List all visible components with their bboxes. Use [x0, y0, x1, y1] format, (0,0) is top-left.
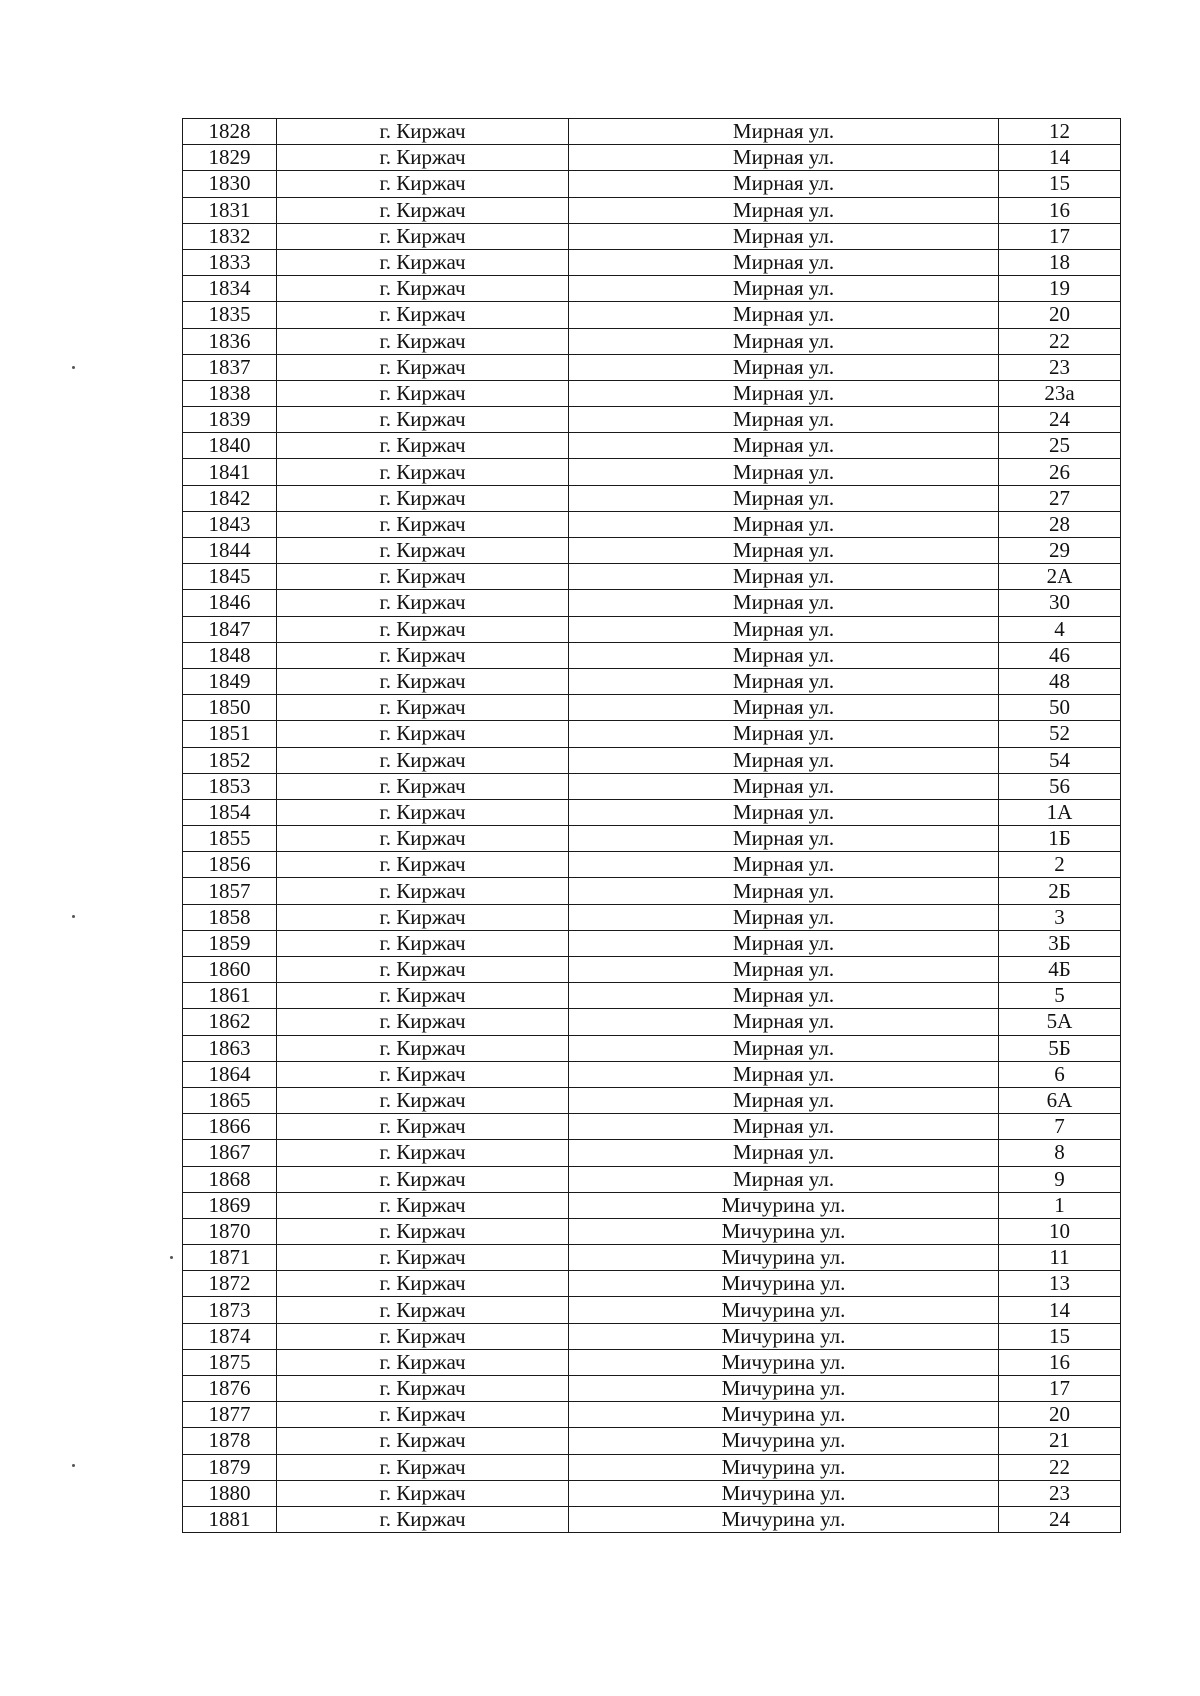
house-number-cell: 24	[999, 1506, 1121, 1532]
table-row	[183, 773, 1121, 799]
city-cell: г. Киржач	[277, 1009, 569, 1035]
house-number-cell: 46	[999, 642, 1121, 668]
house-number-cell: 56	[999, 773, 1121, 799]
street-cell: Мирная ул.	[569, 983, 999, 1009]
city-cell: г. Киржач	[277, 1114, 569, 1140]
row-number-cell: 1864	[183, 1061, 277, 1087]
table-row	[183, 1376, 1121, 1402]
row-number-cell: 1846	[183, 590, 277, 616]
house-number-cell: 11	[999, 1245, 1121, 1271]
street-cell: Мирная ул.	[569, 171, 999, 197]
street-cell: Мирная ул.	[569, 538, 999, 564]
table-row	[183, 223, 1121, 249]
house-number-cell: 22	[999, 1454, 1121, 1480]
street-cell: Мирная ул.	[569, 878, 999, 904]
row-number-cell: 1833	[183, 249, 277, 275]
city-cell: г. Киржач	[277, 538, 569, 564]
city-cell: г. Киржач	[277, 223, 569, 249]
street-cell: Мирная ул.	[569, 1166, 999, 1192]
row-number-cell: 1870	[183, 1218, 277, 1244]
row-number-cell: 1880	[183, 1480, 277, 1506]
table-row	[183, 1218, 1121, 1244]
city-cell: г. Киржач	[277, 1245, 569, 1271]
table-row	[183, 957, 1121, 983]
table-row	[183, 1192, 1121, 1218]
street-cell: Мичурина ул.	[569, 1271, 999, 1297]
table-row	[183, 1480, 1121, 1506]
table-row	[183, 930, 1121, 956]
row-number-cell: 1877	[183, 1402, 277, 1428]
scan-speck	[170, 1256, 173, 1259]
table-row	[183, 328, 1121, 354]
house-number-cell: 20	[999, 302, 1121, 328]
city-cell: г. Киржач	[277, 145, 569, 171]
row-number-cell: 1851	[183, 721, 277, 747]
street-cell: Мичурина ул.	[569, 1402, 999, 1428]
row-number-cell: 1862	[183, 1009, 277, 1035]
table-row	[183, 511, 1121, 537]
table-row	[183, 1035, 1121, 1061]
row-number-cell: 1855	[183, 826, 277, 852]
city-cell: г. Киржач	[277, 1454, 569, 1480]
house-number-cell: 4Б	[999, 957, 1121, 983]
city-cell: г. Киржач	[277, 302, 569, 328]
house-number-cell: 2	[999, 852, 1121, 878]
city-cell: г. Киржач	[277, 459, 569, 485]
street-cell: Мичурина ул.	[569, 1297, 999, 1323]
street-cell: Мирная ул.	[569, 197, 999, 223]
row-number-cell: 1878	[183, 1428, 277, 1454]
table-row	[183, 668, 1121, 694]
table-row	[183, 904, 1121, 930]
row-number-cell: 1844	[183, 538, 277, 564]
table-row	[183, 1061, 1121, 1087]
street-cell: Мирная ул.	[569, 930, 999, 956]
city-cell: г. Киржач	[277, 1061, 569, 1087]
row-number-cell: 1853	[183, 773, 277, 799]
house-number-cell: 14	[999, 1297, 1121, 1323]
row-number-cell: 1837	[183, 354, 277, 380]
table-row	[183, 1271, 1121, 1297]
table-row	[183, 1087, 1121, 1113]
house-number-cell: 21	[999, 1428, 1121, 1454]
table-row	[183, 616, 1121, 642]
row-number-cell: 1839	[183, 407, 277, 433]
row-number-cell: 1861	[183, 983, 277, 1009]
table-row	[183, 799, 1121, 825]
house-number-cell: 14	[999, 145, 1121, 171]
city-cell: г. Киржач	[277, 1376, 569, 1402]
house-number-cell: 23	[999, 1480, 1121, 1506]
street-cell: Мирная ул.	[569, 564, 999, 590]
city-cell: г. Киржач	[277, 616, 569, 642]
house-number-cell: 24	[999, 407, 1121, 433]
house-number-cell: 20	[999, 1402, 1121, 1428]
city-cell: г. Киржач	[277, 1402, 569, 1428]
row-number-cell: 1852	[183, 747, 277, 773]
table-row	[183, 433, 1121, 459]
city-cell: г. Киржач	[277, 433, 569, 459]
street-cell: Мирная ул.	[569, 826, 999, 852]
city-cell: г. Киржач	[277, 773, 569, 799]
row-number-cell: 1836	[183, 328, 277, 354]
street-cell: Мирная ул.	[569, 1087, 999, 1113]
table-row	[183, 1166, 1121, 1192]
house-number-cell: 22	[999, 328, 1121, 354]
row-number-cell: 1869	[183, 1192, 277, 1218]
street-cell: Мирная ул.	[569, 380, 999, 406]
house-number-cell: 12	[999, 119, 1121, 145]
city-cell: г. Киржач	[277, 1035, 569, 1061]
row-number-cell: 1831	[183, 197, 277, 223]
table-row	[183, 459, 1121, 485]
table-row	[183, 1297, 1121, 1323]
street-cell: Мирная ул.	[569, 773, 999, 799]
row-number-cell: 1842	[183, 485, 277, 511]
table-row	[183, 1245, 1121, 1271]
city-cell: г. Киржач	[277, 249, 569, 275]
row-number-cell: 1840	[183, 433, 277, 459]
row-number-cell: 1843	[183, 511, 277, 537]
row-number-cell: 1857	[183, 878, 277, 904]
house-number-cell: 52	[999, 721, 1121, 747]
street-cell: Мирная ул.	[569, 354, 999, 380]
street-cell: Мирная ул.	[569, 276, 999, 302]
row-number-cell: 1871	[183, 1245, 277, 1271]
row-number-cell: 1835	[183, 302, 277, 328]
street-cell: Мирная ул.	[569, 1009, 999, 1035]
street-cell: Мирная ул.	[569, 328, 999, 354]
row-number-cell: 1859	[183, 930, 277, 956]
house-number-cell: 18	[999, 249, 1121, 275]
street-cell: Мирная ул.	[569, 668, 999, 694]
house-number-cell: 23	[999, 354, 1121, 380]
row-number-cell: 1841	[183, 459, 277, 485]
house-number-cell: 29	[999, 538, 1121, 564]
house-number-cell: 1	[999, 1192, 1121, 1218]
street-cell: Мирная ул.	[569, 616, 999, 642]
table-row	[183, 826, 1121, 852]
house-number-cell: 6	[999, 1061, 1121, 1087]
row-number-cell: 1828	[183, 119, 277, 145]
city-cell: г. Киржач	[277, 197, 569, 223]
street-cell: Мирная ул.	[569, 145, 999, 171]
table-row	[183, 380, 1121, 406]
city-cell: г. Киржач	[277, 511, 569, 537]
table-row	[183, 119, 1121, 145]
table-row	[183, 1506, 1121, 1532]
street-cell: Мирная ул.	[569, 223, 999, 249]
house-number-cell: 16	[999, 1349, 1121, 1375]
row-number-cell: 1830	[183, 171, 277, 197]
house-number-cell: 25	[999, 433, 1121, 459]
table-row	[183, 1323, 1121, 1349]
city-cell: г. Киржач	[277, 1349, 569, 1375]
street-cell: Мирная ул.	[569, 119, 999, 145]
street-cell: Мирная ул.	[569, 433, 999, 459]
table-row	[183, 642, 1121, 668]
scan-speck	[72, 366, 75, 369]
house-number-cell: 28	[999, 511, 1121, 537]
city-cell: г. Киржач	[277, 119, 569, 145]
street-cell: Мирная ул.	[569, 642, 999, 668]
row-number-cell: 1881	[183, 1506, 277, 1532]
table-row	[183, 197, 1121, 223]
house-number-cell: 2А	[999, 564, 1121, 590]
table-row	[183, 564, 1121, 590]
house-number-cell: 17	[999, 223, 1121, 249]
table-row	[183, 1140, 1121, 1166]
street-cell: Мичурина ул.	[569, 1376, 999, 1402]
city-cell: г. Киржач	[277, 276, 569, 302]
city-cell: г. Киржач	[277, 904, 569, 930]
table-row	[183, 695, 1121, 721]
address-table	[182, 118, 1121, 1533]
city-cell: г. Киржач	[277, 721, 569, 747]
table-row	[183, 276, 1121, 302]
city-cell: г. Киржач	[277, 1506, 569, 1532]
address-table-body	[183, 119, 1121, 1533]
row-number-cell: 1872	[183, 1271, 277, 1297]
street-cell: Мирная ул.	[569, 1061, 999, 1087]
house-number-cell: 50	[999, 695, 1121, 721]
house-number-cell: 4	[999, 616, 1121, 642]
city-cell: г. Киржач	[277, 485, 569, 511]
house-number-cell: 1Б	[999, 826, 1121, 852]
house-number-cell: 19	[999, 276, 1121, 302]
row-number-cell: 1854	[183, 799, 277, 825]
row-number-cell: 1863	[183, 1035, 277, 1061]
street-cell: Мирная ул.	[569, 904, 999, 930]
table-row	[183, 1009, 1121, 1035]
row-number-cell: 1845	[183, 564, 277, 590]
street-cell: Мирная ул.	[569, 459, 999, 485]
city-cell: г. Киржач	[277, 957, 569, 983]
street-cell: Мирная ул.	[569, 747, 999, 773]
house-number-cell: 2Б	[999, 878, 1121, 904]
street-cell: Мирная ул.	[569, 249, 999, 275]
row-number-cell: 1868	[183, 1166, 277, 1192]
table-row	[183, 983, 1121, 1009]
city-cell: г. Киржач	[277, 1323, 569, 1349]
table-row	[183, 538, 1121, 564]
street-cell: Мичурина ул.	[569, 1323, 999, 1349]
city-cell: г. Киржач	[277, 354, 569, 380]
row-number-cell: 1879	[183, 1454, 277, 1480]
street-cell: Мичурина ул.	[569, 1506, 999, 1532]
row-number-cell: 1834	[183, 276, 277, 302]
row-number-cell: 1867	[183, 1140, 277, 1166]
table-row	[183, 354, 1121, 380]
city-cell: г. Киржач	[277, 668, 569, 694]
house-number-cell: 6А	[999, 1087, 1121, 1113]
row-number-cell: 1850	[183, 695, 277, 721]
city-cell: г. Киржач	[277, 852, 569, 878]
table-row	[183, 590, 1121, 616]
street-cell: Мичурина ул.	[569, 1428, 999, 1454]
street-cell: Мирная ул.	[569, 721, 999, 747]
city-cell: г. Киржач	[277, 171, 569, 197]
house-number-cell: 54	[999, 747, 1121, 773]
house-number-cell: 3	[999, 904, 1121, 930]
city-cell: г. Киржач	[277, 1297, 569, 1323]
street-cell: Мирная ул.	[569, 511, 999, 537]
house-number-cell: 26	[999, 459, 1121, 485]
city-cell: г. Киржач	[277, 826, 569, 852]
table-row	[183, 721, 1121, 747]
city-cell: г. Киржач	[277, 695, 569, 721]
street-cell: Мирная ул.	[569, 695, 999, 721]
table-row	[183, 1114, 1121, 1140]
city-cell: г. Киржач	[277, 1218, 569, 1244]
table-row	[183, 1428, 1121, 1454]
table-row	[183, 249, 1121, 275]
row-number-cell: 1866	[183, 1114, 277, 1140]
street-cell: Мирная ул.	[569, 1035, 999, 1061]
house-number-cell: 13	[999, 1271, 1121, 1297]
city-cell: г. Киржач	[277, 1480, 569, 1506]
row-number-cell: 1829	[183, 145, 277, 171]
house-number-cell: 15	[999, 171, 1121, 197]
city-cell: г. Киржач	[277, 930, 569, 956]
house-number-cell: 3Б	[999, 930, 1121, 956]
scan-speck	[72, 915, 75, 918]
street-cell: Мичурина ул.	[569, 1218, 999, 1244]
row-number-cell: 1838	[183, 380, 277, 406]
table-row	[183, 145, 1121, 171]
city-cell: г. Киржач	[277, 983, 569, 1009]
street-cell: Мирная ул.	[569, 590, 999, 616]
city-cell: г. Киржач	[277, 747, 569, 773]
table-row	[183, 407, 1121, 433]
house-number-cell: 9	[999, 1166, 1121, 1192]
city-cell: г. Киржач	[277, 1428, 569, 1454]
row-number-cell: 1849	[183, 668, 277, 694]
table-row	[183, 1349, 1121, 1375]
table-row	[183, 302, 1121, 328]
street-cell: Мирная ул.	[569, 852, 999, 878]
street-cell: Мичурина ул.	[569, 1454, 999, 1480]
street-cell: Мичурина ул.	[569, 1480, 999, 1506]
table-row	[183, 171, 1121, 197]
house-number-cell: 10	[999, 1218, 1121, 1244]
house-number-cell: 7	[999, 1114, 1121, 1140]
row-number-cell: 1847	[183, 616, 277, 642]
house-number-cell: 5Б	[999, 1035, 1121, 1061]
house-number-cell: 17	[999, 1376, 1121, 1402]
row-number-cell: 1848	[183, 642, 277, 668]
street-cell: Мичурина ул.	[569, 1245, 999, 1271]
house-number-cell: 23а	[999, 380, 1121, 406]
row-number-cell: 1873	[183, 1297, 277, 1323]
street-cell: Мирная ул.	[569, 407, 999, 433]
house-number-cell: 8	[999, 1140, 1121, 1166]
street-cell: Мичурина ул.	[569, 1349, 999, 1375]
table-row	[183, 747, 1121, 773]
city-cell: г. Киржач	[277, 1271, 569, 1297]
table-row	[183, 878, 1121, 904]
city-cell: г. Киржач	[277, 1192, 569, 1218]
city-cell: г. Киржач	[277, 1140, 569, 1166]
table-row	[183, 1402, 1121, 1428]
street-cell: Мирная ул.	[569, 485, 999, 511]
street-cell: Мирная ул.	[569, 957, 999, 983]
street-cell: Мирная ул.	[569, 1140, 999, 1166]
house-number-cell: 1А	[999, 799, 1121, 825]
row-number-cell: 1875	[183, 1349, 277, 1375]
house-number-cell: 27	[999, 485, 1121, 511]
table-row	[183, 485, 1121, 511]
row-number-cell: 1856	[183, 852, 277, 878]
city-cell: г. Киржач	[277, 878, 569, 904]
house-number-cell: 48	[999, 668, 1121, 694]
house-number-cell: 30	[999, 590, 1121, 616]
row-number-cell: 1860	[183, 957, 277, 983]
row-number-cell: 1876	[183, 1376, 277, 1402]
house-number-cell: 5	[999, 983, 1121, 1009]
city-cell: г. Киржач	[277, 564, 569, 590]
street-cell: Мирная ул.	[569, 302, 999, 328]
row-number-cell: 1874	[183, 1323, 277, 1349]
street-cell: Мирная ул.	[569, 799, 999, 825]
city-cell: г. Киржач	[277, 642, 569, 668]
city-cell: г. Киржач	[277, 380, 569, 406]
city-cell: г. Киржач	[277, 1087, 569, 1113]
row-number-cell: 1865	[183, 1087, 277, 1113]
table-row	[183, 1454, 1121, 1480]
house-number-cell: 15	[999, 1323, 1121, 1349]
row-number-cell: 1832	[183, 223, 277, 249]
house-number-cell: 16	[999, 197, 1121, 223]
city-cell: г. Киржач	[277, 407, 569, 433]
house-number-cell: 5А	[999, 1009, 1121, 1035]
scan-speck	[72, 1464, 75, 1467]
city-cell: г. Киржач	[277, 799, 569, 825]
city-cell: г. Киржач	[277, 1166, 569, 1192]
city-cell: г. Киржач	[277, 590, 569, 616]
street-cell: Мичурина ул.	[569, 1192, 999, 1218]
row-number-cell: 1858	[183, 904, 277, 930]
table-row	[183, 852, 1121, 878]
street-cell: Мирная ул.	[569, 1114, 999, 1140]
city-cell: г. Киржач	[277, 328, 569, 354]
